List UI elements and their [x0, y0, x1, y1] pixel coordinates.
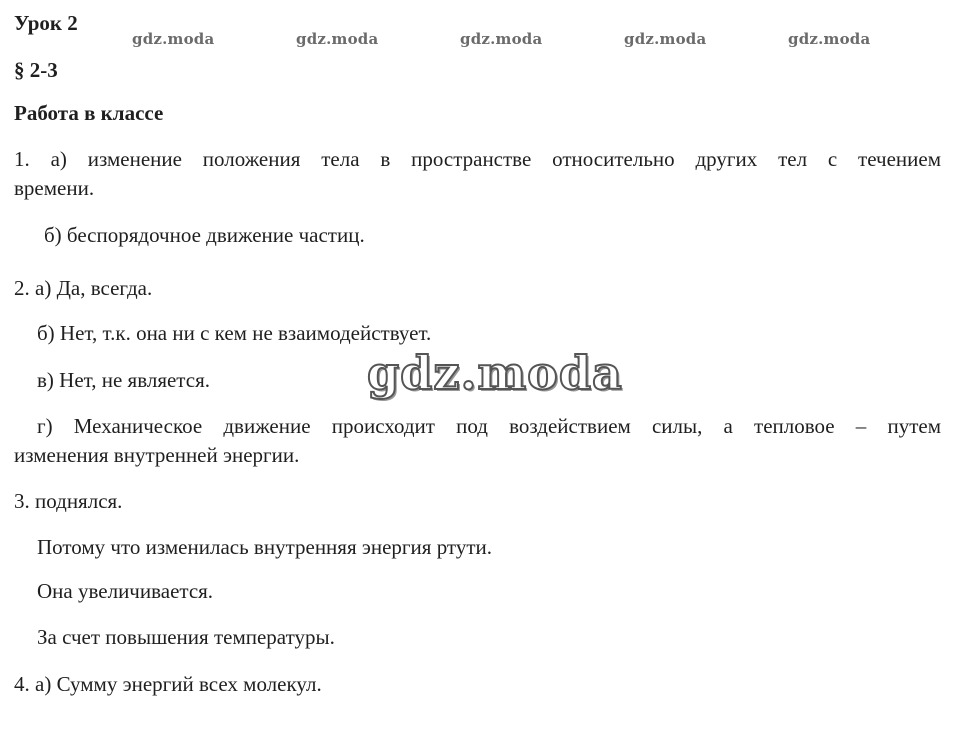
- watermark-small: gdz.moda: [460, 30, 543, 48]
- answer-4a: 4. а) Сумму энергий всех молекул.: [14, 672, 322, 696]
- watermark-small: gdz.moda: [132, 30, 215, 48]
- answer-2v: в) Нет, не является.: [37, 368, 210, 392]
- watermark-small: gdz.moda: [624, 30, 707, 48]
- answer-3: 3. поднялся.: [14, 489, 123, 513]
- answer-2a: 2. а) Да, всегда.: [14, 276, 153, 300]
- answer-1b: б) беспорядочное движение частиц.: [44, 223, 365, 247]
- answer-1a-line2: времени.: [14, 176, 95, 200]
- watermark-large: gdz.moda: [367, 346, 623, 400]
- section-subheading: Работа в классе: [14, 101, 164, 125]
- answer-2g-line1: г) Механическое движение происходит под воздействием силы, а тепловое – путем: [37, 414, 941, 438]
- answer-3-reason: За счет повышения температуры.: [37, 625, 335, 649]
- lesson-title: Урок 2: [14, 11, 78, 35]
- answer-2g-line2: изменения внутренней энергии.: [14, 443, 300, 467]
- watermark-small: gdz.moda: [296, 30, 379, 48]
- answer-2b: б) Нет, т.к. она ни с кем не взаимодействует.: [37, 321, 432, 345]
- answer-3-increase: Она увеличивается.: [37, 579, 214, 603]
- watermark-small: gdz.moda: [788, 30, 871, 48]
- answer-3-explanation: Потому что изменилась внутренняя энергия ртути.: [37, 535, 492, 559]
- section-number: § 2-3: [14, 58, 58, 82]
- answer-1a-line1: 1. а) изменение положения тела в пространстве относительно других тел с течением: [14, 147, 941, 171]
